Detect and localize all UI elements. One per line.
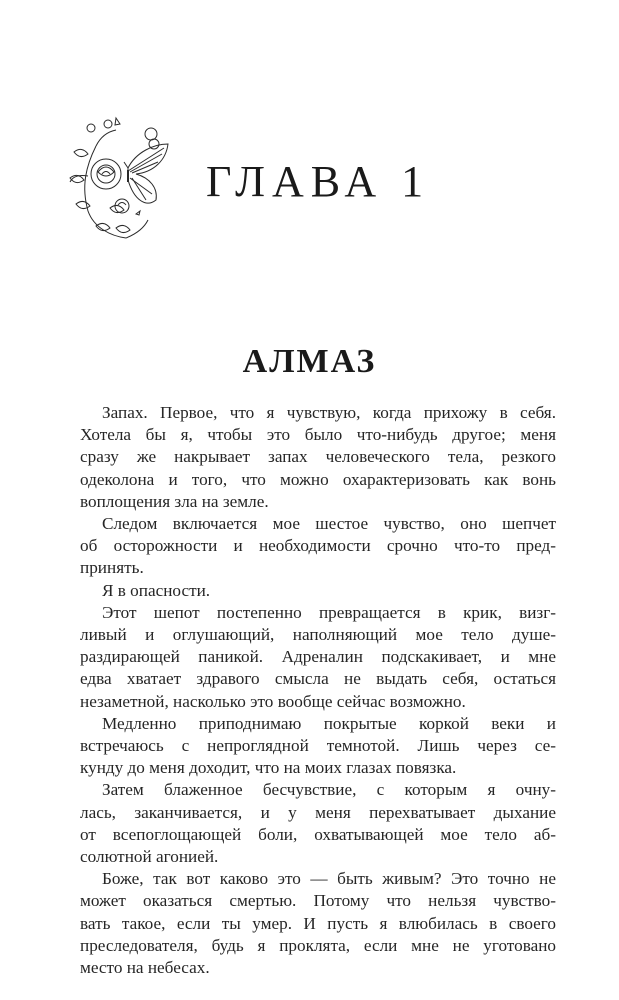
text-line: встречаюсь с непроглядной темнотой. Лишь через се- bbox=[80, 736, 556, 756]
text-line: Следом включается мое шестое чувство, оно шепчет bbox=[102, 514, 556, 534]
text-line: ливый и оглушающий, наполняющий мое тело душе- bbox=[80, 625, 556, 645]
text-line: незаметной, насколько это вообще сейчас возможно. bbox=[80, 691, 466, 711]
text-line: Этот шепот постепенно превращается в крик, визг- bbox=[102, 602, 556, 622]
text-line: лась, заканчивается, и у меня перехватывает дыхание bbox=[80, 802, 556, 822]
text-line: сразу же накрывает запах человеческого тела, резкого bbox=[80, 447, 556, 467]
text-line: Запах. Первое, что я чувствую, когда прихожу в себя. bbox=[102, 403, 556, 422]
text-line: едва хватает здравого смысла не выдать себя, остаться bbox=[80, 669, 556, 689]
text-line: кунду до меня доходит, что на моих глазах повязка. bbox=[80, 758, 457, 778]
text-line: Я в опасности. bbox=[102, 580, 211, 600]
text-line: от всепоглощающей боли, охватывающей мое тело аб- bbox=[80, 824, 556, 844]
body-text bbox=[80, 402, 556, 979]
text-line: одеколона и того, что можно охарактеризовать как вонь bbox=[80, 469, 556, 489]
butterfly-roses-icon bbox=[66, 116, 176, 246]
text-line: вать такое, если ты умер. И пусть я влюбилась в своего bbox=[80, 913, 556, 933]
text-line: преследователя, будь я проклята, если мне не уготовано bbox=[80, 935, 556, 955]
chapter-title: ГЛАВА 1 bbox=[206, 157, 431, 206]
section-title: АЛМАЗ bbox=[242, 343, 377, 380]
text-line: об осторожности и необходимости срочно что-то пред- bbox=[80, 536, 556, 556]
text-line: место на небесах. bbox=[80, 958, 210, 978]
text-line: Затем блаженное бесчувствие, с которым я очну- bbox=[102, 780, 556, 800]
text-line: воплощения зла на земле. bbox=[80, 491, 269, 511]
text-line: Хотела бы я, чтобы это было что-нибудь другое; меня bbox=[80, 425, 556, 445]
text-line: Боже, так вот каково это — быть живым? Это точно не bbox=[102, 869, 556, 889]
text-line: может оказаться смертью. Потому что нельзя чувство- bbox=[80, 891, 556, 911]
text-line: принять. bbox=[80, 558, 144, 578]
text-line: солютной агонией. bbox=[80, 847, 219, 867]
text-line: раздирающей паникой. Адреналин подскакивает, и мне bbox=[80, 647, 556, 667]
chapter-ornament bbox=[66, 116, 176, 246]
text-line: Медленно приподнимаю покрытые коркой веки и bbox=[102, 713, 556, 733]
